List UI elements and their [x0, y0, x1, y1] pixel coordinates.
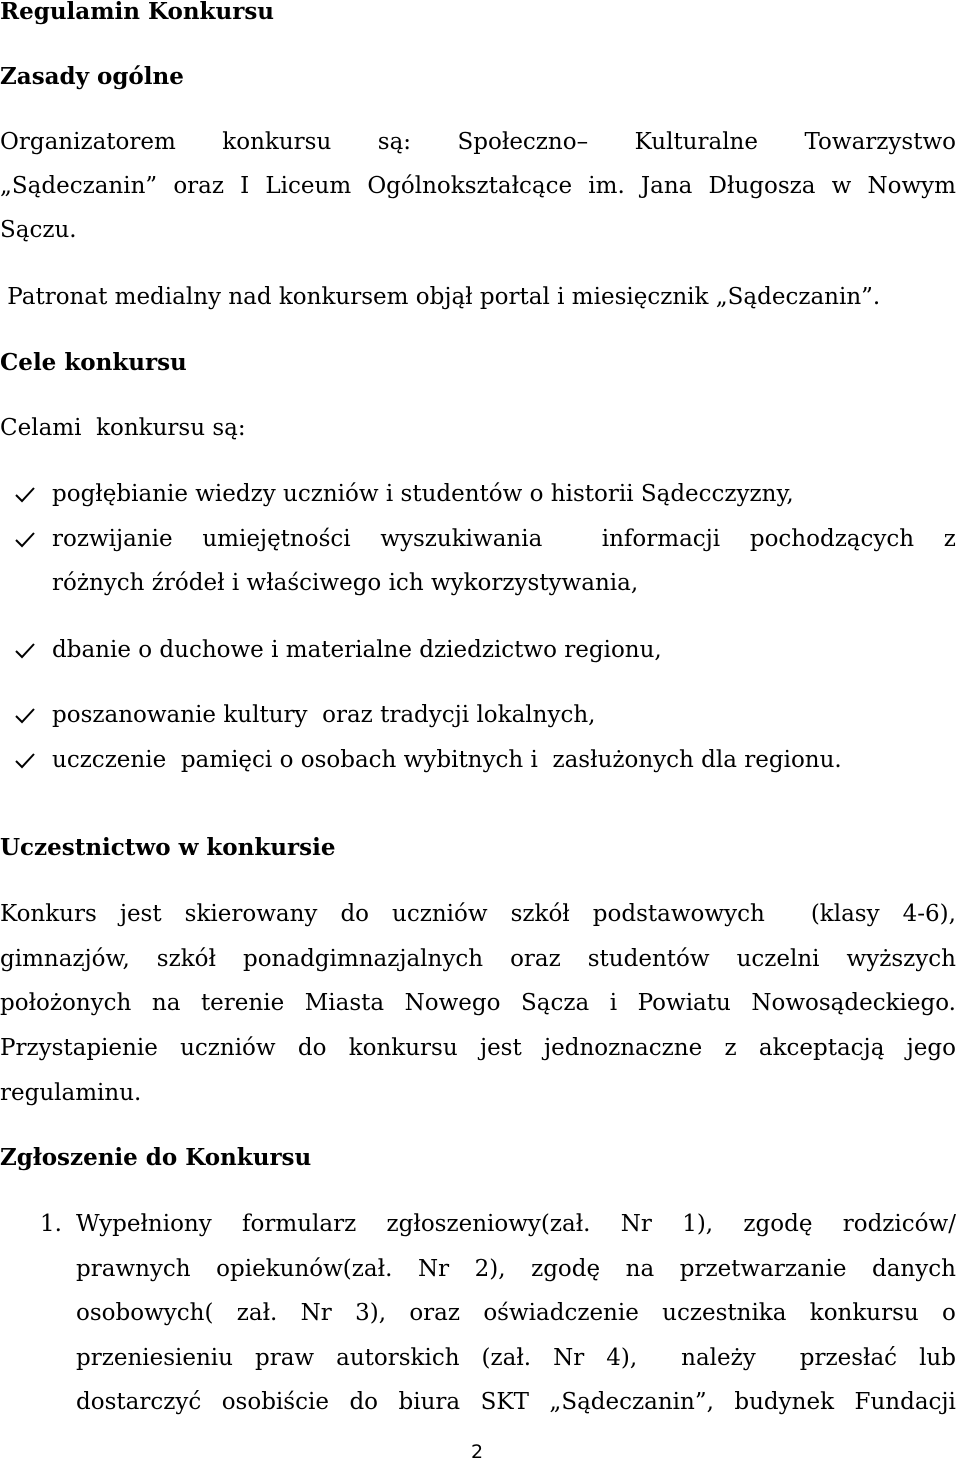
word: uczniów [392, 901, 488, 927]
word: formularz [242, 1211, 357, 1237]
word: 4-6), [902, 901, 956, 927]
word: zał. [236, 1300, 278, 1326]
page-number: 2 [471, 1441, 484, 1463]
word: umiejętności [202, 526, 351, 552]
word: Jana [640, 173, 693, 199]
word: 3), [355, 1300, 387, 1326]
section-heading-participation: Uczestnictwo w konkursie [0, 834, 336, 861]
word: Fundacji [854, 1389, 956, 1415]
goal-item-5: uczczenie pamięci o osobach wybitnych i zasłużonych dla regionu. [52, 747, 842, 773]
word: Organizatorem [0, 129, 176, 155]
word: Przystapienie [0, 1035, 158, 1061]
list-item-number: 1. [40, 1211, 62, 1237]
word: konkursu [222, 129, 332, 155]
word: 1), [682, 1211, 714, 1237]
word: zgłoszeniowy(zał. [386, 1211, 591, 1237]
word: na [625, 1256, 655, 1282]
word: wyższych [846, 946, 956, 972]
word: „Sądeczanin” [0, 173, 158, 199]
word: dostarczyć [76, 1389, 202, 1415]
word: jednoznaczne [544, 1035, 703, 1061]
word: o [942, 1300, 956, 1326]
participation-line-1 [0, 899, 956, 929]
goal-item-2-line-1 [52, 524, 956, 554]
word: oraz [409, 1300, 460, 1326]
word: przetwarzanie [679, 1256, 847, 1282]
word: oraz [173, 173, 224, 199]
word: budynek [734, 1389, 835, 1415]
word: zgodę [531, 1256, 601, 1282]
word: autorskich [336, 1345, 460, 1371]
word: Ogólnokształcące [367, 173, 573, 199]
word: podstawowych [592, 901, 765, 927]
word: prawnych [76, 1256, 191, 1282]
word: Wypełniony [76, 1211, 212, 1237]
word: Nr [620, 1211, 652, 1237]
goal-item-2-line-2: różnych źródeł i właściwego ich wykorzystywania, [52, 570, 639, 596]
checkmark-icon [14, 700, 36, 730]
paragraph-organizers-line-3: Sączu. [0, 217, 77, 243]
paragraph-media-patron: Patronat medialny nad konkursem objął portal i miesięcznik „Sądeczanin”. [0, 284, 881, 310]
word: studentów [587, 946, 710, 972]
section-heading-general: Zasady ogólne [0, 63, 184, 90]
word: zgodę [743, 1211, 813, 1237]
word: rozwijanie [52, 526, 173, 552]
word: Długosza [708, 173, 816, 199]
participation-line-5: regulaminu. [0, 1080, 142, 1106]
word: do [340, 901, 370, 927]
checkmark-icon [14, 635, 36, 665]
word: szkół [156, 946, 216, 972]
word: do [349, 1389, 379, 1415]
word: szkół [510, 901, 570, 927]
word: do [297, 1035, 327, 1061]
word: Towarzystwo [804, 129, 956, 155]
word: oświadczenie [483, 1300, 639, 1326]
word: akceptacją [758, 1035, 885, 1061]
checkmark-icon [14, 524, 36, 554]
goals-intro: Celami konkursu są: [0, 415, 246, 441]
participation-line-2 [0, 944, 956, 974]
word: SKT [480, 1389, 529, 1415]
goal-item-3: dbanie o duchowe i materialne dziedzictwo regionu, [52, 637, 662, 663]
application-item-1-line-2 [76, 1254, 956, 1284]
word: skierowany [184, 901, 318, 927]
word: terenie [200, 990, 285, 1016]
word: Nr [417, 1256, 450, 1282]
word: Społeczno– [457, 129, 589, 155]
word: im. [588, 173, 625, 199]
application-item-1-line-3 [76, 1298, 956, 1328]
word: pochodzących [749, 526, 915, 552]
word: z [724, 1035, 737, 1061]
word: biura [398, 1389, 461, 1415]
goal-item-4: poszanowanie kultury oraz tradycji lokalnych, [52, 702, 596, 728]
word: osobiście [221, 1389, 329, 1415]
word: wyszukiwania [380, 526, 543, 552]
word: Nowego [404, 990, 501, 1016]
word: ponadgimnazjalnych [242, 946, 484, 972]
document-title: Regulamin Konkursu [0, 0, 274, 25]
word: uczelni [736, 946, 820, 972]
word: „Sądeczanin”, [549, 1389, 714, 1415]
word: z [943, 526, 956, 552]
section-heading-goals: Cele konkursu [0, 349, 187, 376]
word: 2), [474, 1256, 506, 1282]
word: konkursu [348, 1035, 458, 1061]
word: Sącza [521, 990, 590, 1016]
word: Liceum [265, 173, 352, 199]
word: przeniesieniu [76, 1345, 233, 1371]
word: jego [906, 1035, 956, 1061]
word: praw [254, 1345, 315, 1371]
section-heading-application: Zgłoszenie do Konkursu [0, 1144, 312, 1171]
application-item-1-line-1 [76, 1209, 956, 1239]
word: Miasta [304, 990, 385, 1016]
paragraph-organizers-line-2 [0, 171, 956, 201]
checkmark-icon [14, 745, 36, 775]
word: jest [479, 1035, 522, 1061]
word: (klasy [810, 901, 880, 927]
word: opiekunów(zał. [216, 1256, 393, 1282]
word: Kulturalne [634, 129, 758, 155]
participation-line-4 [0, 1033, 956, 1063]
word: położonych [0, 990, 132, 1016]
participation-line-3 [0, 988, 956, 1018]
application-item-1-line-5 [76, 1387, 956, 1417]
word: uczniów [180, 1035, 276, 1061]
word: są: [377, 129, 412, 155]
word: osobowych( [76, 1300, 214, 1326]
word: I [240, 173, 250, 199]
word: informacji [601, 526, 721, 552]
word: i [609, 990, 618, 1016]
word: Nowosądeckiego. [751, 990, 956, 1016]
word: Konkurs [0, 901, 97, 927]
word: przesłać [799, 1345, 898, 1371]
goal-item-1: pogłębianie wiedzy uczniów i studentów o historii Sądecczyzny, [52, 481, 794, 507]
word: rodziców/ [842, 1211, 956, 1237]
word: (zał. [481, 1345, 532, 1371]
word: na [151, 990, 181, 1016]
word: danych [871, 1256, 956, 1282]
word: w [831, 173, 852, 199]
word: Nowym [867, 173, 956, 199]
word: Nr [553, 1345, 585, 1371]
word: jest [119, 901, 162, 927]
checkmark-icon [14, 479, 36, 509]
application-item-1-line-4 [76, 1343, 956, 1373]
word: Nr [300, 1300, 332, 1326]
word: konkursu [809, 1300, 919, 1326]
word: uczestnika [662, 1300, 787, 1326]
word: należy [681, 1345, 756, 1371]
paragraph-organizers-line-1 [0, 127, 956, 157]
word: 4), [606, 1345, 638, 1371]
word: gimnazjów, [0, 946, 130, 972]
word: lub [919, 1345, 956, 1371]
word: oraz [510, 946, 561, 972]
word: Powiatu [637, 990, 731, 1016]
